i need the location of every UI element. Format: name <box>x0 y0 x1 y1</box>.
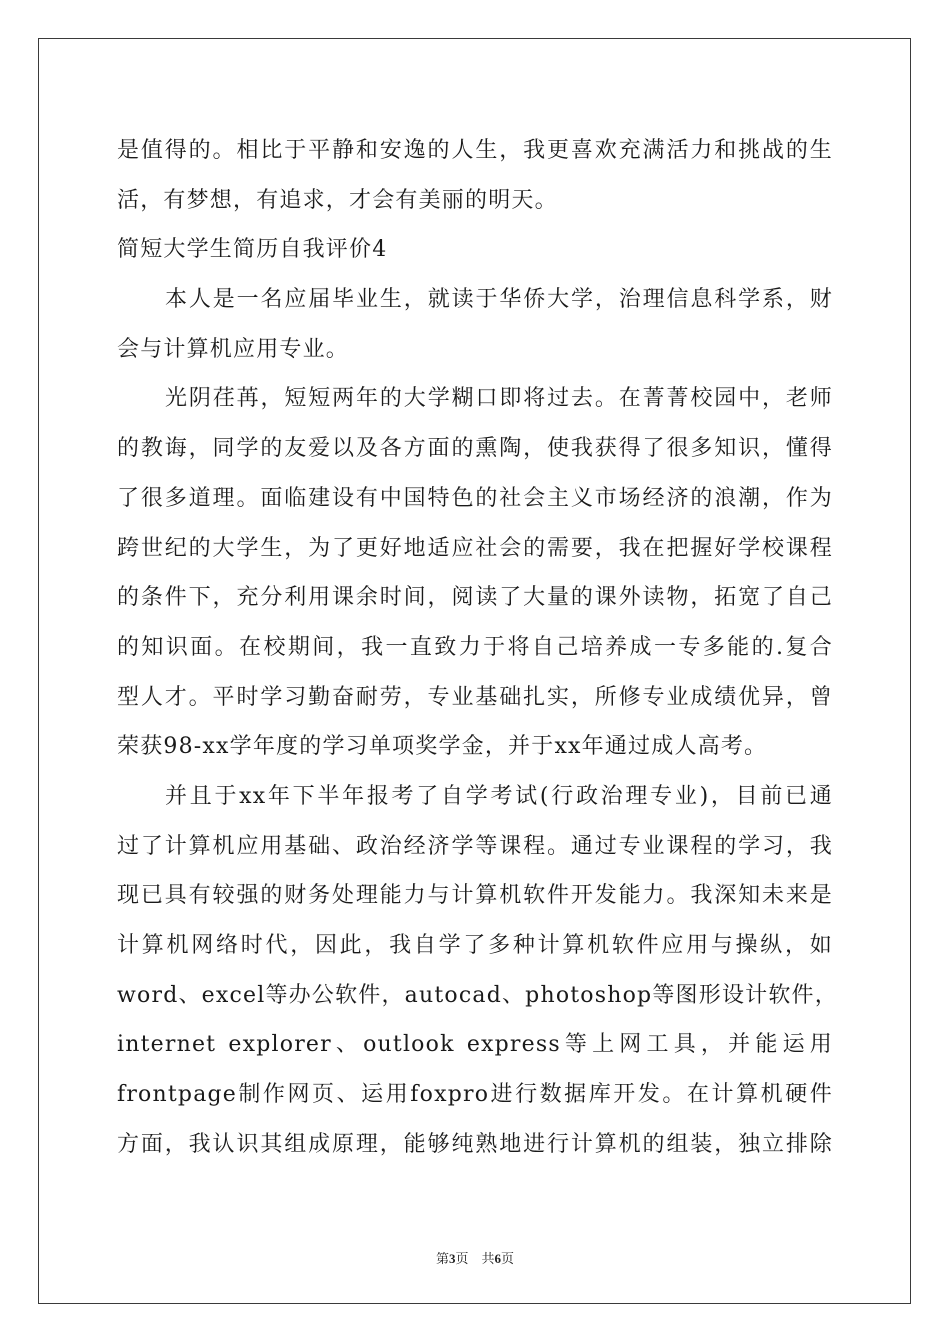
text-line: word、excel等办公软件，autocad、photoshop等图形设计软件， <box>117 982 838 1008</box>
text-line: 了很多道理。面临建设有中国特色的社会主义市场经济的浪潮，作为 <box>117 485 833 511</box>
section-heading: 简短大学生简历自我评价4 <box>117 237 388 263</box>
text-line: 活，有梦想，有追求，才会有美丽的明天。 <box>117 187 558 213</box>
text-line: 现已具有较强的财务处理能力与计算机软件开发能力。我深知未来是 <box>117 883 833 909</box>
document-body <box>117 126 838 1169</box>
text-line: 本人是一名应届毕业生，就读于华侨大学，治理信息科学系，财 <box>165 287 833 313</box>
footer-suffix: 页 <box>501 1251 515 1266</box>
text-line: internet explorer、outlook express等上网工具，并能运用 <box>117 1032 833 1058</box>
page-footer <box>0 1248 950 1267</box>
footer-prefix: 第 <box>435 1251 449 1266</box>
text-line: 会与计算机应用专业。 <box>117 336 350 362</box>
text-line: 荣获98-xx学年度的学习单项奖学金，并于xx年通过成人高考。 <box>117 734 768 760</box>
text-line: 过了计算机应用基础、政治经济学等课程。通过专业课程的学习，我 <box>117 833 833 859</box>
current-page-number: 3 <box>448 1251 456 1266</box>
text-line: 方面，我认识其组成原理，能够纯熟地进行计算机的组装，独立排除 <box>117 1131 833 1157</box>
text-line: 型人才。平时学习勤奋耐劳，专业基础扎实，所修专业成绩优异，曾 <box>117 684 833 710</box>
total-pages-number: 6 <box>494 1251 501 1266</box>
text-line: 的教诲，同学的友爱以及各方面的熏陶，使我获得了很多知识，懂得 <box>117 436 833 462</box>
text-line: frontpage制作网页、运用foxpro进行数据库开发。在计算机硬件 <box>117 1082 833 1108</box>
footer-mid: 页 共 <box>455 1251 495 1266</box>
text-line: 是值得的。相比于平静和安逸的人生，我更喜欢充满活力和挑战的生 <box>117 138 833 163</box>
text-line: 并且于xx年下半年报考了自学考试(行政治理专业)，目前已通 <box>165 783 833 809</box>
text-line: 跨世纪的大学生，为了更好地适应社会的需要，我在把握好学校课程 <box>117 535 833 561</box>
text-line: 的知识面。在校期间，我一直致力于将自己培养成一专多能的.复合 <box>117 634 833 660</box>
text-line: 计算机网络时代，因此，我自学了多种计算机软件应用与操纵，如 <box>117 933 833 958</box>
text-line: 的条件下，充分利用课余时间，阅读了大量的课外读物，拓宽了自己 <box>117 585 833 611</box>
text-line: 光阴荏苒，短短两年的大学糊口即将过去。在菁菁校园中，老师 <box>165 386 833 412</box>
